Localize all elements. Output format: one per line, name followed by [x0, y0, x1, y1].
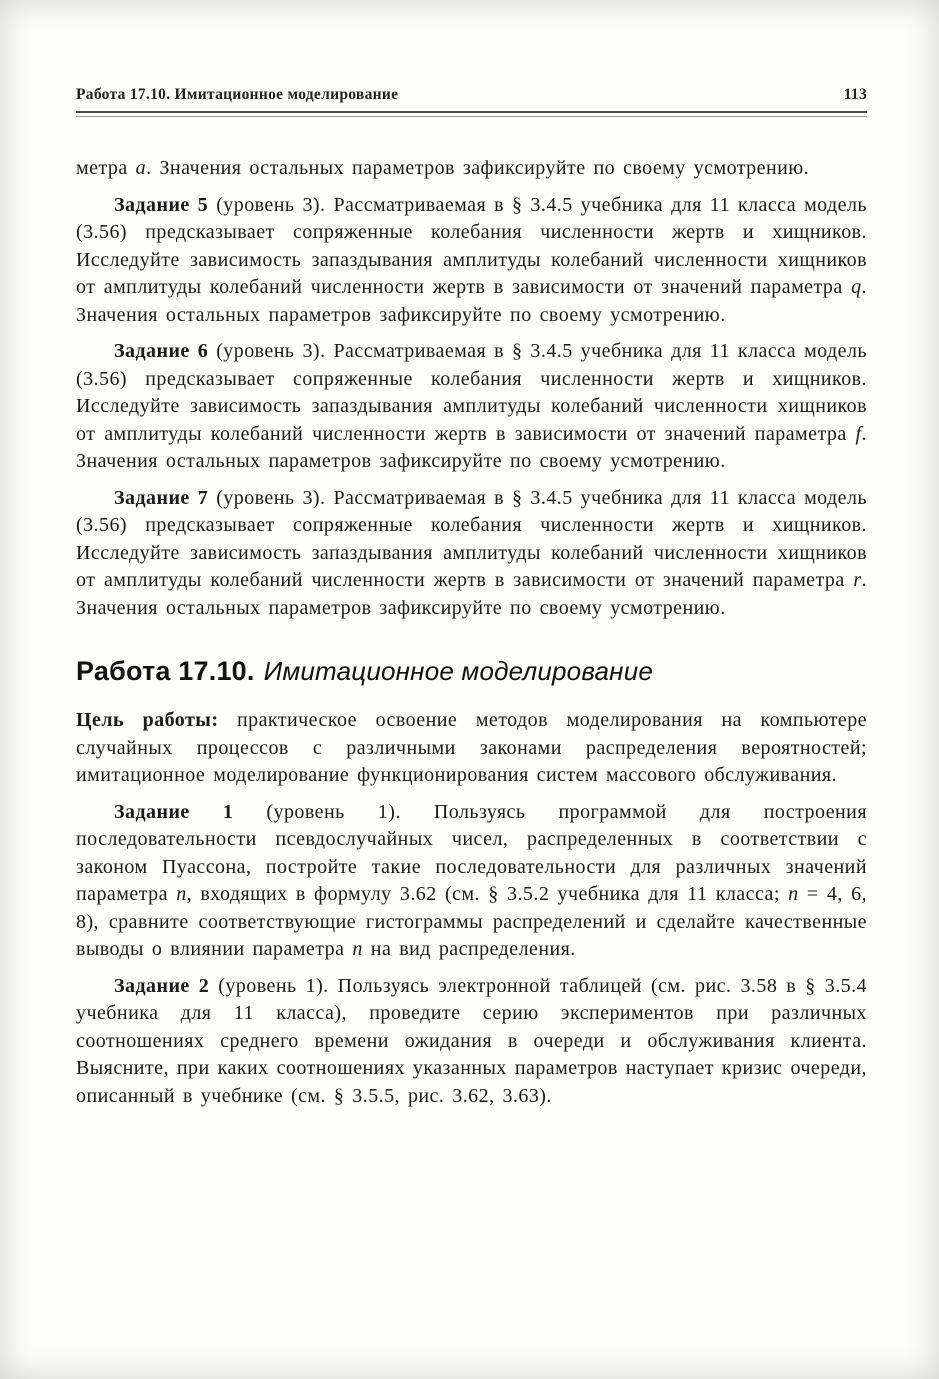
text-run: n — [788, 883, 799, 905]
text-run: . Значения остальных параметров зафиксируйте по своему усмотрению. — [76, 276, 867, 326]
text-run: метра — [76, 157, 136, 179]
paragraph — [76, 973, 867, 1111]
paragraph — [76, 192, 867, 330]
page-header — [76, 86, 867, 111]
text-run: Задание 2 — [114, 974, 210, 997]
text-run: (уровень 3). Рассматриваемая в § 3.4.5 учебника для 11 класса модель (3.56) предсказывает сопряженные колебания численности жертв и хищников. Исследуйте зависимость запаздывания амплитуды колебаний численности хищников от амплитуды колебаний численности жертв в зависимости от значений параметра — [76, 486, 868, 591]
text-run: (уровень 3). Рассматриваемая в § 3.4.5 учебника для 11 класса модель (3.56) предсказывает сопряженные колебания численности жертв и хищников. Исследуйте зависимость запаздывания амплитуды колебаний численности хищников от амплитуды колебаний численности жертв в зависимости от значений параметра — [76, 340, 868, 445]
text-run: практическое освоение методов моделирования на компьютере случайных процессов с различными законами распределения вероятностей; имитационное моделирование функционирования систем массового обслуживания. — [76, 709, 867, 786]
text-run: (уровень 1). Пользуясь электронной таблицей (см. рис. 3.58 в § 3.5.4 учебника для 11 класса), проведите серию экспериментов при различных соотношениях среднего времени ожидания в очереди и обслуживания клиента. Выясните, при каких соотношениях указанных параметров наступает кризис очереди, описанный в учебнике (см. § 3.5.5, рис. 3.62, 3.63). — [76, 974, 867, 1107]
text-run: q — [851, 276, 862, 298]
text-run: Задание 5 — [114, 193, 209, 216]
paragraph — [76, 707, 867, 790]
text-run: = 4, 6, 8), сравните соответствующие гистограммы распределений и сделайте качественные выводы о влиянии параметра — [76, 883, 867, 960]
section-title — [76, 656, 867, 687]
text-run: n — [176, 883, 187, 905]
text-run: Цель работы: — [76, 709, 219, 731]
text-run: Задание 6 — [114, 340, 209, 362]
text-run: (уровень 1). Пользуясь программой для построения последовательности псевдослучайных чисел, распределенных в соответствии с законом Пуассона, постройте такие последовательности для различных значений параметра — [76, 800, 867, 905]
running-head-title: Работа 17.10. Имитационное моделирование — [76, 86, 399, 103]
section-title-number: Работа 17.10. — [76, 656, 255, 686]
text-run: Задание 7 — [114, 486, 209, 509]
text-run: (уровень 3). Рассматриваемая в § 3.4.5 учебника для 11 класса модель (3.56) предсказывает сопряженные колебания численности жертв и хищников. Исследуйте зависимость запаздывания амплитуды колебаний численности хищников от амплитуды колебаний численности жертв в зависимости от значений параметра — [76, 193, 868, 298]
text-run: a — [135, 157, 147, 179]
text-run: r — [853, 569, 862, 591]
text-run: n — [352, 938, 363, 960]
page-number: 113 — [843, 86, 867, 103]
text-run: , входящих в формулу 3.62 (см. § 3.5.2 учебника для 11 класса; — [186, 883, 789, 905]
paragraph — [76, 155, 867, 183]
text-run: . Значения остальных параметров зафиксируйте по своему усмотрению. — [76, 422, 867, 472]
paragraph — [76, 338, 867, 476]
text-block-bottom — [76, 707, 867, 1110]
text-run: . Значения остальных параметров зафиксируйте по своему усмотрению. — [76, 569, 867, 619]
text-run: . Значения остальных параметров зафиксируйте по своему усмотрению. — [146, 157, 810, 179]
paragraph — [76, 485, 867, 623]
section-title-name: Имитационное моделирование — [263, 656, 654, 686]
paragraph — [76, 799, 867, 964]
text-block-top — [76, 155, 867, 622]
header-rule — [76, 111, 867, 117]
text-run: Задание 1 — [114, 800, 234, 823]
text-run: f — [855, 422, 862, 445]
text-run: на вид распределения. — [362, 938, 576, 960]
